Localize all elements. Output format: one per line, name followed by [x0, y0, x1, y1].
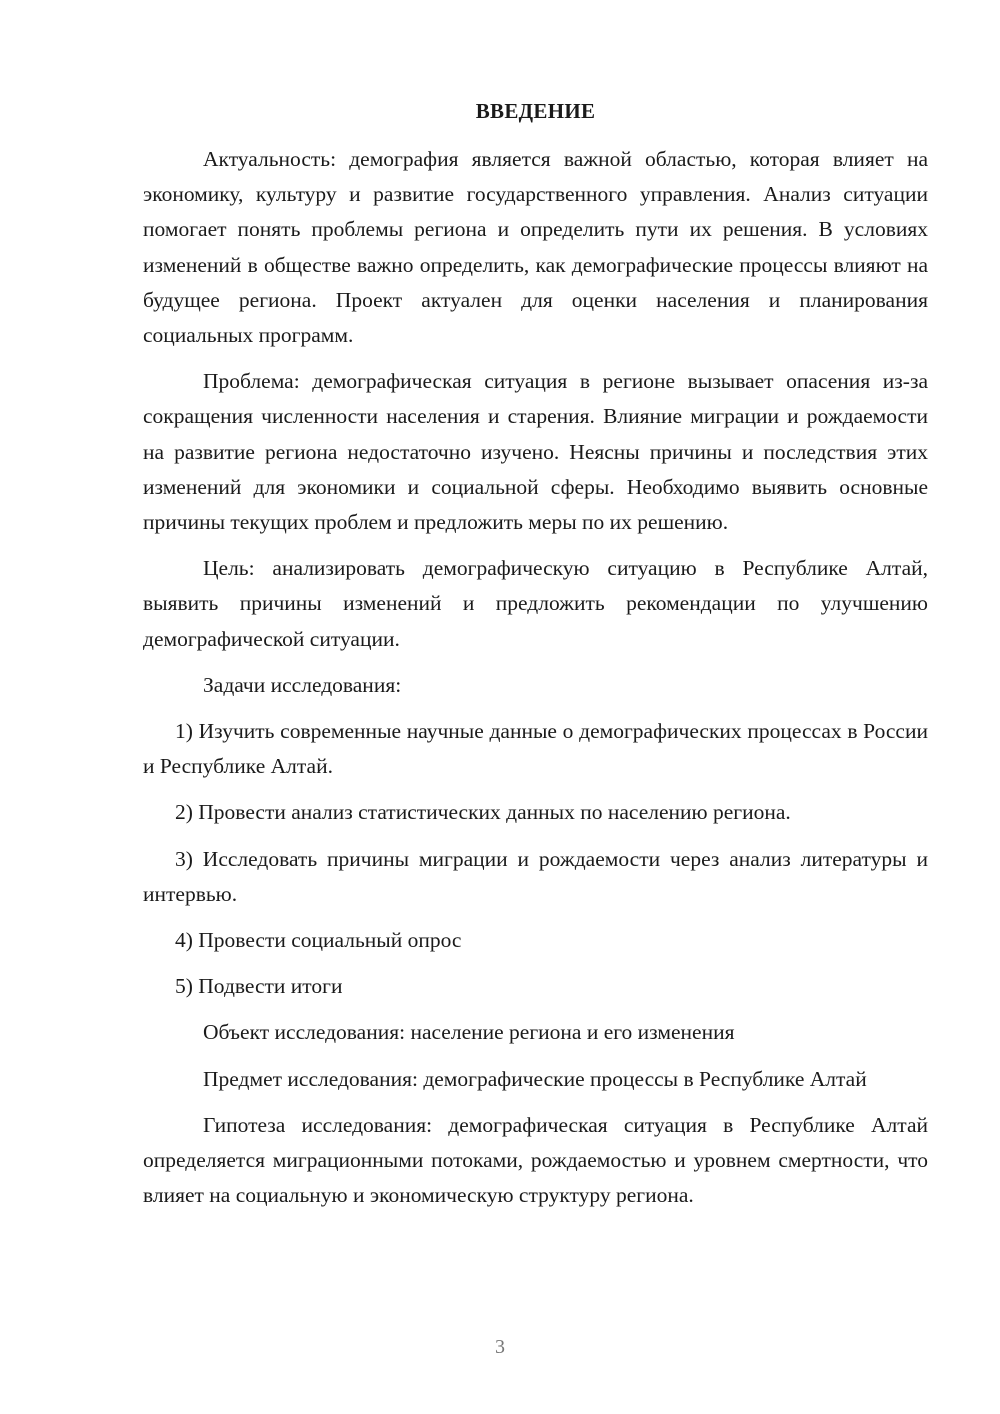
goal-paragraph: Цель: анализировать демографическую ситуацию в Республике Алтай, выявить причины изменений и предложить рекомендации по улучшению демографической ситуации. — [143, 556, 928, 651]
research-subject-paragraph: Предмет исследования: демографические процессы в Республике Алтай — [203, 1066, 867, 1091]
problem-paragraph: Проблема: демографическая ситуация в регионе вызывает опасения из-за сокращения численности населения и старения. Влияние миграции и рождаемости на развитие региона недостаточно изучено. Неясны причины и последствия этих изменений для экономики и социальной сферы. Необходимо выявить основные причины текущих проблем и предложить меры по их решению. — [143, 369, 928, 535]
page-number: 3 — [495, 1336, 505, 1358]
hypothesis-paragraph: Гипотеза исследования: демографическая ситуация в Республике Алтай определяется миграционными потоками, рождаемостью и уровнем смертности, что влияет на социальную и экономическую структуру региона. — [143, 1112, 928, 1208]
task-item-4: 4) Провести социальный опрос — [175, 928, 462, 953]
document-body — [143, 142, 928, 1224]
section-heading: ВВЕДЕНИЕ — [475, 99, 596, 123]
relevance-paragraph: Актуальность: демография является важной областью, которая влияет на экономику, культуру и развитие государственного управления. Анализ ситуации помогает понять проблемы региона и определить пути их решения. В условиях изменений в обществе важно определить, как демографические процессы влияют на будущее региона. Проект актуален для оценки населения и планирования социальных программ. — [143, 147, 928, 348]
task-item-2: 2) Провести анализ статистических данных по населению региона. — [175, 800, 791, 825]
tasks-heading: Задачи исследования: — [203, 672, 402, 697]
task-item-3: 3) Исследовать причины миграции и рождаемости через анализ литературы и интервью. — [143, 846, 928, 906]
task-item-1: 1) Изучить современные научные данные о демографических процессах в России и Республике Алтай. — [143, 719, 928, 779]
task-item-5: 5) Подвести итоги — [175, 974, 343, 999]
research-object-paragraph: Объект исследования: население региона и его изменения — [203, 1020, 735, 1045]
